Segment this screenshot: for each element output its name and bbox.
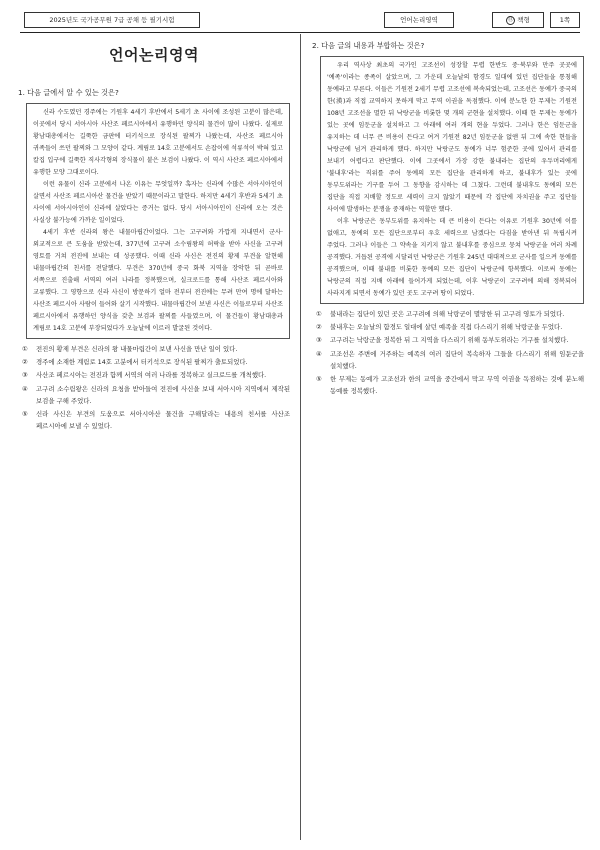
question-2-options: [316, 308, 584, 397]
answer-option-2[interactable]: [22, 356, 290, 368]
passage-paragraph: 우리 역사상 최초의 국가인 고조선이 성장할 무렵 한반도 중·북부와 만주 곳곳에 '예족'이라는 종족이 살았으며, 그 가운데 오늘날의 함경도 일대에 있던 집단들을 통칭해 동예라고 부른다. 이들은 기원전 2세기 무렵 고조선에 복속되었는데, 고조선은 동예가 중국의 한(漢)과 직접 교역하지 못하게 막고 무역 이권을 독점했다. 이에 분노한 한 무제는 기원전 108년 고조선을 멸한 뒤 낙랑군을 비롯한 몇 개의 군현을 설치했다. 이때 한 무제는 동예가 있는 곳에 임둔군을 설치하고 그 아래에 여러 개의 현을 두었다. 그러나 한은 임둔군을 유지하는 데 너무 큰 비용이 든다고 여겨 기원전 82년 임둔군을 없앤 뒤 그에 속한 현들을 낙랑군에 넘겨 관리하게 했다. 하지만 낙랑군도 동예가 너무 험준한 곳에 있어서 관리를 보내기 어렵다고 판단했다. 이에 그곳에서 가장 강한 불내라는 집단의 우두머리에게 '불내후'라는 직위를 주어 동예의 모든 집단을 관리하게 하고, 불내후가 있는 곳에 동부도위라는 기구를 두어 그 동향을 감시하는 데 그쳤다. 그런데 불내후도 동예의 모든 집단을 직접 지배할 정도로 세력이 크지 않았기 때문에 각 집단에 자치권을 주고 집단들 사이에 발생하는 분쟁을 중재하는 역할만 했다.: [327, 62, 577, 213]
option-text: 신라 사신은 부견의 도움으로 서아시아산 물건을 구해달라는 내용의 친서를 사산조 페르시아에 보낼 수 있었다.: [36, 410, 290, 431]
passage-paragraph: 신라 수도였던 경주에는 기원후 4세기 후반에서 5세기 초 사이에 조성된 고분이 많은데, 이곳에서 당시 서아시아 사산조 페르시아에서 유행하던 양식의 물건이 많이 나왔다. 실제로 황남대총에서는 길쭉한 금판에 터키석으로 장식된 팔찌가 나왔는데, 사산조 페르시아 귀족들이 쓰던 팔찌와 그 모양이 같다. 계림로 14호 고분에서도 손잡이에 석류석이 박혀 있고 칼집 입구에 길쭉한 직사각형의 장식물이 붙은 보검이 나왔다. 이 역시 사산조 페르시아에서 유행한 모양 그대로이다.: [33, 109, 283, 176]
option-text: 고구려 소수림왕은 신라의 요청을 받아들여 전진에 사신을 보내 서아시아 지역에서 제작된 보검을 구해 주었다.: [36, 384, 290, 405]
option-number: ①: [22, 345, 28, 353]
option-number: ②: [316, 323, 322, 332]
left-column: [18, 40, 290, 433]
option-number: ①: [316, 310, 322, 318]
booklet-type: [492, 12, 544, 28]
booklet-type-symbol: ⑪: [507, 16, 514, 23]
option-text: 고구려는 낙랑군을 정복한 뒤 그 지역을 다스리기 위해 동부도위라는 기구를 설치했다.: [330, 336, 569, 345]
question-2-prompt: 2. 다음 글의 내용과 부합하는 것은?: [312, 41, 425, 50]
subject-label: 언어논리영역: [384, 12, 454, 28]
answer-option-1[interactable]: [316, 308, 584, 320]
answer-option-2[interactable]: [316, 321, 584, 333]
option-number: ⑤: [316, 375, 322, 384]
option-text: 고조선은 주변에 거주하는 예족의 여러 집단이 복속하자 그들을 다스리기 위해 임둔군을 설치했다.: [330, 349, 584, 370]
option-text: 불내라는 집단이 있던 곳은 고구려에 의해 낙랑군이 멸망한 뒤 고구려 영토가 되었다.: [330, 310, 565, 318]
question-1-options: [22, 343, 290, 432]
answer-option-5[interactable]: [22, 408, 290, 432]
column-divider: [300, 34, 301, 840]
right-column: [312, 40, 584, 398]
question-1-prompt: 1. 다음 글에서 알 수 있는 것은?: [18, 88, 119, 97]
page-header: [20, 10, 580, 32]
answer-option-3[interactable]: [316, 334, 584, 346]
passage-paragraph: 이런 유물이 신라 고분에서 나온 이유는 무엇일까? 혹자는 신라에 수많은 서아시아인이 살면서 사산조 페르시아산 물건을 받았기 때문이라고 말한다. 하지만 4세기 후반과 5세기 초 사이에 서아시아인이 신라에 살았다는 증거는 없다. 당시 서아시아인이 신라에 오는 것은 사실상 불가능에 가까운 일이었다.: [33, 181, 283, 224]
answer-option-4[interactable]: [22, 383, 290, 407]
option-number: ③: [316, 336, 322, 345]
page-number: 1쪽: [550, 12, 580, 28]
option-number: ②: [22, 358, 28, 367]
passage-paragraph: 4세기 후반 신라의 왕은 내물마립간이었다. 그는 고구려와 가깝게 지내면서 군사·외교적으로 큰 도움을 받았는데, 377년에 고구려 소수림왕의 허락을 받아 사신을 고구려 영토를 거쳐 전진에 보내는 데 성공했다. 이때 신라 사신은 전진의 황제 부견을 알현해 내물마립간의 친서를 전달했다. 부견은 370년에 중국 화북 지역을 장악한 뒤 곧바로 서쪽으로 진출해 서역의 여러 나라를 정복했으며, 실크로드를 통해 사산조 페르시아와 교류했다. 그 영향으로 신라 사신이 방문하기 얼마 전부터 전진에는 무려 만여 명에 달하는 사산조 페르시아 사람이 들어와 살기 시작했다. 내물마립간이 보낸 사신은 이들로부터 사산조 페르시아에서 유행하던 양식을 갖춘 보검과 팔찌를 사들였으며, 이 물건들이 황남대총과 계림로 14호 고분에 부장되었다가 오늘날에 이르러 발굴된 것이다.: [33, 229, 283, 332]
option-number: ④: [316, 349, 322, 358]
option-text: 전진의 황제 부견은 신라의 왕 내물마립간이 보낸 사신을 만난 일이 있다.: [36, 345, 238, 353]
answer-option-1[interactable]: [22, 343, 290, 355]
exam-title: 2025년도 국가공무원 7급 공채 등 필기시험: [24, 12, 200, 28]
option-number: ④: [22, 384, 28, 393]
answer-option-3[interactable]: [22, 369, 290, 381]
option-text: 불내후는 오늘날의 함경도 일대에 살던 예족을 직접 다스리기 위해 낙랑군을 두었다.: [330, 323, 563, 332]
booklet-type-label: 책형: [517, 16, 530, 24]
question-1-passage: [26, 103, 290, 339]
question-2-passage: [320, 56, 584, 304]
header-divider: [20, 32, 580, 33]
option-number: ⑤: [22, 410, 28, 419]
option-text: 경주에 소재한 계림로 14호 고분에서 터키석으로 장식된 팔찌가 출토되었다.: [36, 358, 248, 367]
option-number: ③: [22, 371, 28, 380]
answer-option-5[interactable]: [316, 373, 584, 397]
option-text: 한 무제는 동예가 고조선과 한의 교역을 중간에서 막고 무역 이권을 독점하는 것에 분노해 동예를 정복했다.: [330, 375, 584, 396]
section-title: 언어논리영역: [109, 46, 199, 64]
option-text: 사산조 페르시아는 전진과 함께 서역의 여러 나라를 정복하고 실크로드를 개척했다.: [36, 371, 267, 380]
passage-paragraph: 이후 낙랑군은 동부도위를 유지하는 데 큰 비용이 든다는 이유로 기원후 30년에 이를 없애고, 동예의 모든 집단으로부터 우호 세력으로 남겠다는 다짐을 받아낸 뒤 독립시켜 주었다. 그러나 이들은 그 약속을 지키지 않고 불내후를 중심으로 뭉쳐 낙랑군을 여러 차례 공격했다. 거듭된 공격에 시달리던 낙랑군은 기원후 245년 대대적으로 군사를 일으켜 동예를 공격했으며, 이때 불내를 비롯한 동예의 모든 집단이 낙랑군에 항복했다. 이로써 동예는 낙랑군의 직접 지배 아래에 들어가게 되었는데, 이후 낙랑군이 고구려에 의해 정복되어 사라지게 되면서 동예가 있던 곳도 고구려 땅이 되었다.: [327, 218, 577, 297]
answer-option-4[interactable]: [316, 348, 584, 372]
